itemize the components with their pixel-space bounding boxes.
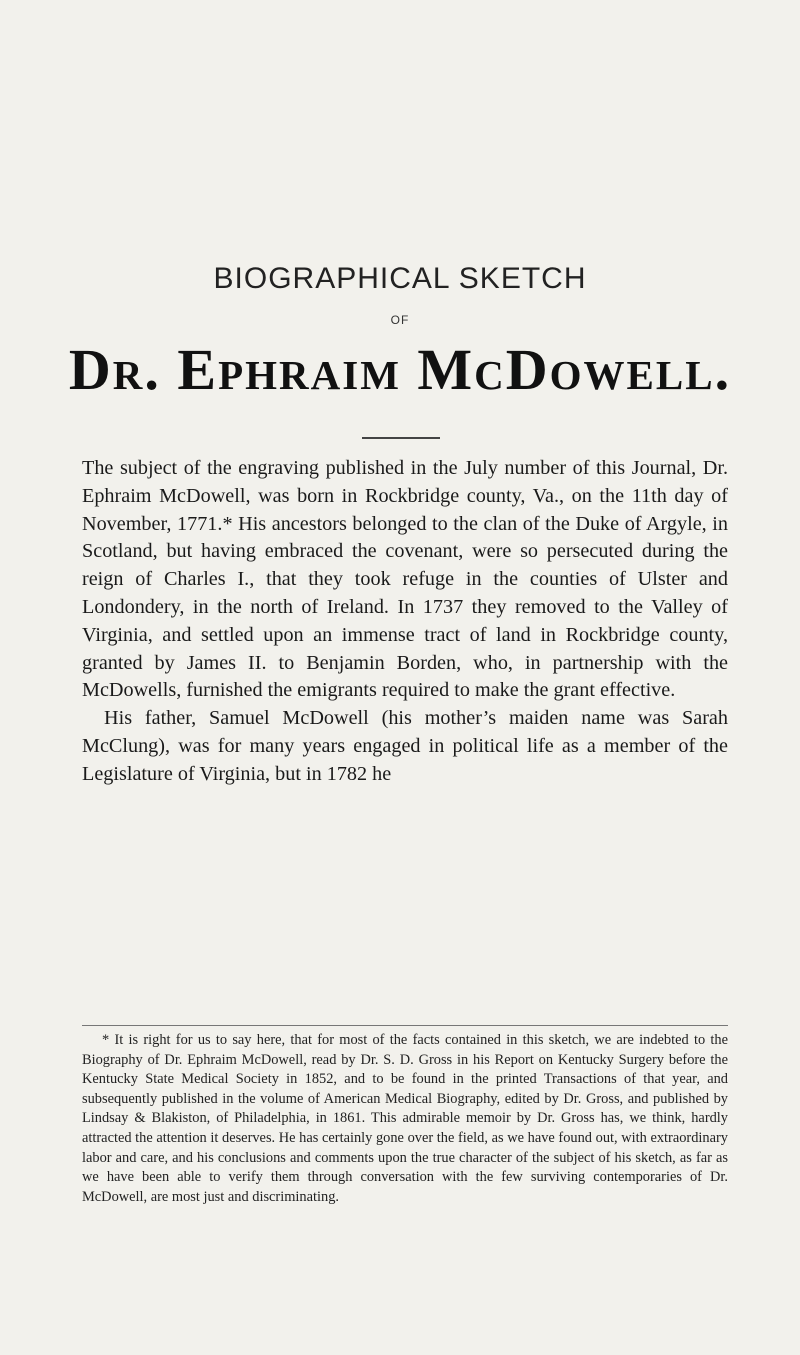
title-rule: [362, 437, 440, 439]
footnote: * It is right for us to say here, that for most of the facts contained in this sketch, we are indebted to the Biography of Dr. Ephraim McDowell, read by Dr. S. D. Gross in his Report on Kentucky Surgery before the Kentucky State Medical Society in 1852, and to be found in the printed Transactions of that year, and subsequently published in the volume of American Medical Biography, edited by Dr. Gross, and published by Lindsay & Blakiston, of Philadelphia, in 1861. This admirable memoir by Dr. Gross has, we think, hardly attracted the attention it deserves. He has certainly gone over the field, as we have found out, with extraordinary labor and care, and his conclusions and comments upon the true character of the subject of his sketch, as far as we have been able to verify them through conversation with the few surviving contemporaries of Dr. McDowell, are most just and discriminating.: [82, 1032, 728, 1205]
paragraph-2: His father, Samuel McDowell (his mother’s maiden name was Sarah McClung), was for many years engaged in political life as a member of the Legislature of Virginia, but in 1782 he: [82, 707, 728, 785]
heading-subject-name: Dr. Ephraim McDowell.: [68, 337, 732, 402]
heading-of: OF: [390, 313, 410, 327]
footnote-divider: [82, 1025, 728, 1026]
body-text: [82, 455, 728, 789]
heading-biographical-sketch: BIOGRAPHICAL SKETCH: [213, 262, 587, 295]
paragraph-1: The subject of the engraving published in the July number of this Journal, Dr. Ephraim McDowell, was born in Rockbridge county, Va., on the 11th day of November, 1771.* His ancestors belonged to the clan of the Duke of Argyle, in Scotland, but having embraced the covenant, were so persecuted during the reign of Charles I., that they took refuge in the counties of Ulster and Londondery, in the north of Ireland. In 1737 they removed to the Valley of Virginia, and settled upon an immense tract of land in Rockbridge county, granted by James II. to Benjamin Borden, who, in partnership with the McDowells, furnished the emigrants required to make the grant effective.: [82, 457, 728, 702]
